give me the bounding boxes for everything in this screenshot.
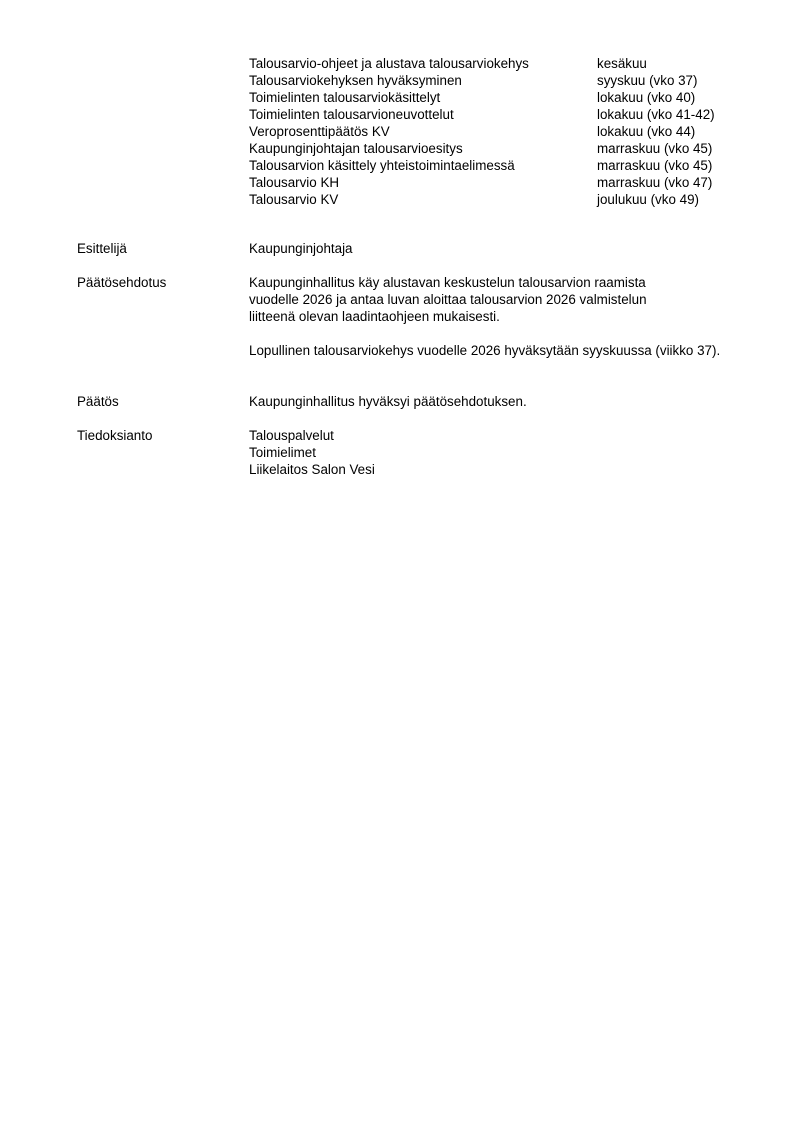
paatosehdotus-body [249,274,739,359]
schedule-time: lokakuu (vko 40) [597,90,696,105]
recipient: Toimielimet [249,445,316,460]
schedule-task: Talousarvio KH [249,175,340,190]
paatos-value: Kaupunginhallitus hyväksyi päätösehdotuksen. [249,394,527,409]
schedule-task: Veroprosenttipäätös KV [249,124,390,139]
paatosehdotus-line: Kaupunginhallitus käy alustavan keskustelun talousarvion raamista [249,275,646,290]
schedule-task: Toimielinten talousarviokäsittelyt [249,90,441,105]
schedule-time: marraskuu (vko 47) [597,175,713,190]
schedule-task: Talousarvio KV [249,192,339,207]
tiedoksianto-label: Tiedoksianto [77,428,153,443]
field-paatos [77,393,747,410]
paatosehdotus-label: Päätösehdotus [77,275,167,290]
paatosehdotus-line: liitteenä olevan laadintaohjeen mukaisesti. [249,309,500,324]
schedule-row [249,72,749,89]
schedule-time: marraskuu (vko 45) [597,141,713,156]
schedule-row [249,55,749,72]
schedule-time: syyskuu (vko 37) [597,73,698,88]
tiedoksianto-recipients [249,427,739,478]
schedule-row [249,89,749,106]
field-paatosehdotus [77,274,747,359]
schedule-task: Talousarvion käsittely yhteistoimintaelimessä [249,158,515,173]
schedule-row [249,106,749,123]
paatosehdotus-paragraph-2: Lopullinen talousarviokehys vuodelle 2026 hyväksytään syyskuussa (viikko 37). [249,343,721,358]
schedule-time: joulukuu (vko 49) [597,192,699,207]
paatosehdotus-line: vuodelle 2026 ja antaa luvan aloittaa talousarvion 2026 valmistelun [249,292,647,307]
schedule-row [249,157,749,174]
schedule-time: marraskuu (vko 45) [597,158,713,173]
field-tiedoksianto [77,427,747,478]
schedule-task: Talousarvio-ohjeet ja alustava talousarviokehys [249,56,529,71]
schedule-time: lokakuu (vko 41-42) [597,107,715,122]
budget-schedule [249,55,749,208]
schedule-task: Talousarviokehyksen hyväksyminen [249,73,462,88]
schedule-time: lokakuu (vko 44) [597,124,696,139]
schedule-row [249,123,749,140]
schedule-task: Kaupunginjohtajan talousarvioesitys [249,141,463,156]
schedule-row [249,140,749,157]
recipient: Talouspalvelut [249,428,334,443]
schedule-time: kesäkuu [597,56,647,71]
schedule-task: Toimielinten talousarvioneuvottelut [249,107,454,122]
esittelija-label: Esittelijä [77,241,127,256]
paatosehdotus-paragraph-1 [249,274,739,325]
schedule-row [249,174,749,191]
paatos-label: Päätös [77,394,119,409]
schedule-row [249,191,749,208]
field-esittelija [77,240,747,257]
recipient: Liikelaitos Salon Vesi [249,462,375,477]
esittelija-value: Kaupunginjohtaja [249,241,353,256]
